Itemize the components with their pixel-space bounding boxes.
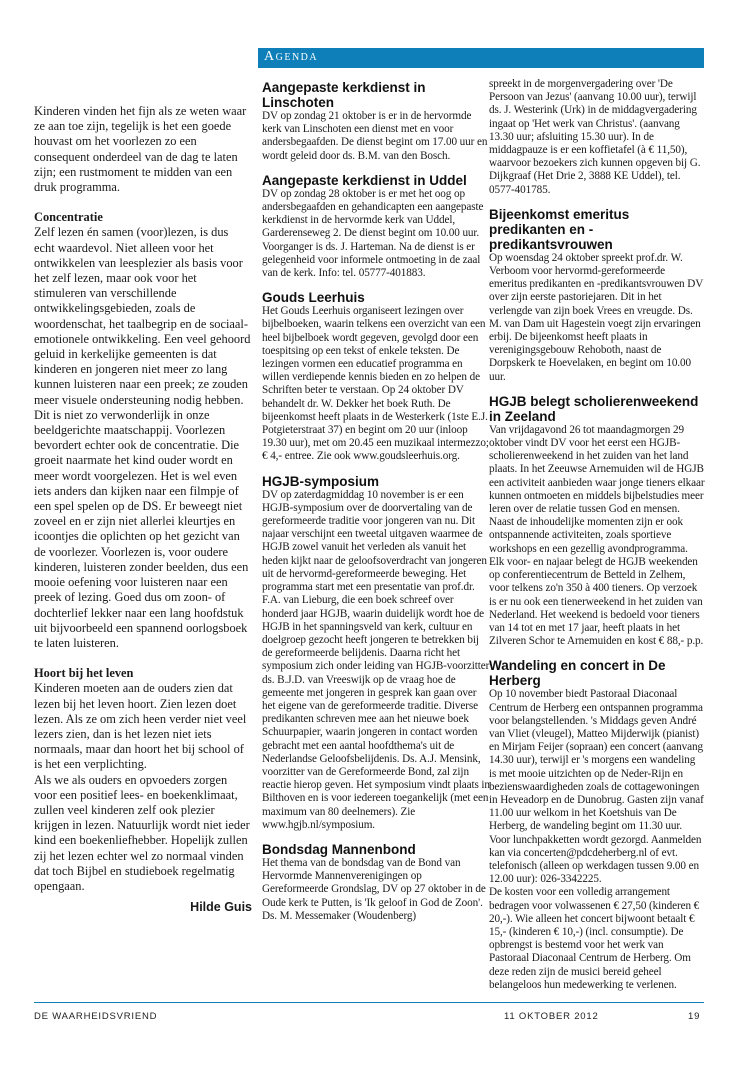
article-paragraph-leven-2: Als we als ouders en opvoeders zorgen voor een positief lees- en boekenklimaat, zullen veel kinderen zelf ook plezier krijgen in lezen. Natuurlijk wordt niet ieder kind een boekenliefhebber. Hopelijk zullen zij het lezen echter wel zo normaal vinden dat toch Bijbel en studieboek regelmatig opengaan. <box>34 772 250 893</box>
agenda-title: Agenda <box>264 49 319 64</box>
article-paragraph-concentratie: Zelf lezen én samen (voor)lezen, is dus echt waardevol. Niet alleen voor het ontwikkelen van leesplezier als basis voor het zelf lezen, maar ook voor het stimuleren van verschillende ontwikkelingsgebieden, zoals de woordenschat, het taalbegrip en de sociaal-emotionele ontwikkeling. Een veel gehoord geluid in kerkelijke gemeenten is dat kinderen en jongeren niet meer zo lang kunnen luisteren naar een preek; ze zouden meer visuele ondersteuning nodig hebben. Dit is niet zo verwonderlijk in onze beeldgerichte maatschappij. Voorlezen bevordert echter ook de concentratie. Die groeit naarmate het kind ouder wordt en meer wordt voorgelezen. Het is wel even iets anders dan kijken naar een filmpje of een spel spelen op de DS. Er beweegt niet zoveel en er zijn niet allerlei kleurtjes en icoontjes die oplichten op het gezicht van de voorlezer. Voorlezen is, voor oudere kinderen, luisteren zonder beelden, dus een mooie oefening voor luisteren naar een preek of lezing. Goed dus om zoon- of dochterlief lekker naar een lang hoofdstuk uit bijvoorbeeld een spannend oorlogsboek te laten luisteren. <box>34 225 251 650</box>
page-number: 19 <box>688 1011 701 1022</box>
footer-publication: DE WAARHEIDSVRIEND <box>34 1011 158 1022</box>
agenda-item <box>262 842 490 923</box>
subheading-leven: Hoort bij het leven <box>34 666 134 681</box>
agenda-item-title: HGJB belegt scholierenweekend in Zeeland <box>489 393 699 424</box>
agenda-item <box>489 658 705 992</box>
agenda-item-text: Het Gouds Leerhuis organiseert lezingen over bijbelboeken, waarin telkens een overzicht van een heel bijbelboek wordt gegeven, gevolgd door een toespitsing op een tekst of enkele teksten. De lezingen vormen een educatief programma en willen verdiepende kennis bieden en zo helpen de Schriften beter te verstaan. Op 24 oktober DV behandelt dr. W. Dekker het boek Ruth. De bijeenkomst heeft plaats in de Westerkerk (1ste E.J. Potgieterstraat 37) en begint om 20 uur (inloop 19.30 uur), met om 20.45 een muzikaal intermezzo; € 4,- entree. Zie ook www.goudsleerhuis.org. <box>262 305 489 463</box>
agenda-item <box>262 474 490 832</box>
subheading-concentratie: Concentratie <box>34 210 103 225</box>
article-paragraph-leven: Kinderen moeten aan de ouders zien dat lezen bij het leven hoort. Zien lezen doet lezen. Als ze om zich heen verder niet veel lezers zien, dan is het lezen niet iets normaals, maar dan hoort het bij school of is het een verplichting. <box>34 681 247 772</box>
agenda-item-title: Aangepaste kerkdienst in Uddel <box>262 172 467 188</box>
agenda-item <box>489 207 705 384</box>
agenda-item-title: Aangepaste kerkdienst in Linschoten <box>262 80 426 110</box>
agenda-item-text-2: De kosten voor een volledig arrangement bedragen voor volwassenen € 27,50 (kinderen € 20,-). Wie alleen het concert bijwoont betaalt € 15,- (kinderen € 10,-) (incl. consumptie). De opbrengst is bestemd voor het werk van Pastoraal Diaconaal Centrum de Herberg. Om deze reden zijn de musici bereid geheel belangeloos hun medewerking te verlenen. <box>489 886 700 991</box>
footer-date: 11 OKTOBER 2012 <box>504 1011 599 1022</box>
agenda-item-text: Het thema van de bondsdag van de Bond van Hervormde Mannenverenigingen op Gereformeerde Grondslag, DV op 27 oktober in de Oude kerk te Putten, is 'Ik geloof in God de Zoon'. Ds. M. Messemaker (Woudenberg) <box>262 856 486 922</box>
agenda-item-text: DV op zondag 21 oktober is er in de hervormde kerk van Linschoten een dienst met en voor andersbegaafden. De dienst begint om 17.00 uur en wordt geleid door ds. B.M. van den Bosch. <box>262 110 488 162</box>
agenda-item <box>262 173 490 280</box>
agenda-item-title: HGJB-symposium <box>262 473 380 489</box>
agenda-item-text: Op woensdag 24 oktober spreekt prof.dr. W. Verboom voor hervormd-gereformeerde emeritus predikanten en -predikantsvrouwen DV over zijn eerste pastoriejaren. Dit in het verlengde van zijn boek Vrees en vreugde. Ds. M. van Dam uit Hagestein voegt zijn ervaringen erbij. De bijeenkomst heeft plaats in verenigingsgebouw Rehoboth, naast de Dorpskerk te Hoevelaken, en begint om 10.00 uur. <box>489 251 704 383</box>
agenda-item-title: Bondsdag Mannenbond <box>262 841 416 857</box>
agenda-item <box>489 394 705 648</box>
footer-divider <box>34 1002 704 1003</box>
article-paragraph-intro: Kinderen vinden het fijn als ze weten waar ze aan toe zijn, tegelijk is het een goede houvast om het voorlezen zo een consequent onderdeel van de dag te laten zijn; een rustmoment te midden van een druk programma. <box>34 104 247 195</box>
agenda-item-title: Bijeenkomst emeritus predikanten en -predikantsvrouwen <box>489 206 630 252</box>
agenda-item-text-2: Elk voor- en najaar belegt de HGJB weekenden op conferentiecentrum de Betteld in Zelhem, voor telkens zo'n 350 à 400 tieners. Op verzoek is er nu ook een tienerweekend in het zuiden van Nederland. Het weekend is bedoeld voor tieners van 14 tot en met 17 jaar, heeft plaats in het Zilveren Schor te Arnemuiden en kost € 88,- p.p. <box>489 555 704 648</box>
agenda-header-bar <box>258 48 704 68</box>
agenda-item-text: Op 10 november biedt Pastoraal Diaconaal Centrum de Herberg een ontspannen programma voor belangstellenden. 's Middags geven André van Vliet (vleugel), Matteo Mijderwijk (pianist) en Mirjam Feijer (sopraan) een concert (aanvang 14.30 uur), terwijl er 's morgens een wandeling is met mooie uitzichten op de Neder-Rijn en bezienswaardigheden zoals de cottagewoningen in Heveadorp en de Dunobrug. Gasten zijn vanaf 11.00 uur welkom in het Koetshuis van De Herberg, de wandeling begint om 11.30 uur. Voor lunchpakketten wordt gezorgd. Aanmelden kan via concerten@pdcdeherberg.nl of evt. telefonisch (alleen op werkdagen tussen 9.00 en 12.00 uur): 026-3342225. <box>489 688 704 886</box>
agenda-item <box>262 80 490 163</box>
article-column <box>34 104 252 915</box>
agenda-item-title: Gouds Leerhuis <box>262 290 365 306</box>
agenda-column-middle <box>262 78 490 923</box>
agenda-column-right <box>489 78 705 992</box>
agenda-item-text: DV op zaterdagmiddag 10 november is er een HGJB-symposium over de doorvertaling van de gereformeerde traditie voor jongeren van nu. Dit najaar verschijnt een tweetal uitgaven waarmee de HGJB zowel vanuit het verleden als vanuit het heden kijkt naar de geloofsoverdracht van jongeren uit de hervormd-gereformeerde beweging. Het programma start met een presentatie van prof.dr. F.A. van Lieburg, die een boek schreef over honderd jaar HGJB, waarin duidelijk wordt hoe de HGJB in het spanningsveld van kerk, cultuur en doelgroep gezocht heeft jongeren te betrekken bij de gereformeerde belijdenis. Daarna richt het symposium zich onder leiding van HGJB-voorzitter ds. B.J.D. van Vreeswijk op de vraag hoe de gemeente met jongeren in gesprek kan gaan over het eigene van de gereformeerde traditie. Diverse predikanten schreven mee aan het nieuwe boek Schuurpapier, waarin jongeren in contact worden gebracht met een aantal hoofdthema's uit de Nederlandse Geloofsbelijdenis. Ds. A.J. Mensink, voorzitter van de Gereformeerde Bond, zal zijn reactie hierop geven. Het symposium vindt plaats in Bilthoven en is voor iedereen toegankelijk (met een maximum van 80 deelnemers). Zie www.hgjb.nl/symposium. <box>262 488 490 831</box>
agenda-item-text: Van vrijdagavond 26 tot maandagmorgen 29 oktober vindt DV voor het eerst een HGJB-scholierenweekend in het zuiden van het land plaats. In het Zeeuwse Arnemuiden wil de HGJB een activiteit aanbieden waar jonge tieners elkaar kunnen ontmoeten en middels bijbelstudies meer leren over de relatie tussen God en mensen. Naast de inhoudelijke momenten zijn er ook ontspannende activiteiten, zoals sportieve workshops en een gezellig avondprogramma. <box>489 423 705 555</box>
article-author: Hilde Guis <box>190 900 252 915</box>
agenda-item-continuation: spreekt in de morgenvergadering over 'De Persoon van Jezus' (aanvang 10.00 uur), terwijl ds. J. Westerink (Urk) in de middagvergadering ingaat op 'Het werk van Christus'. (aanvang 13.30 uur; afsluiting 15.30 uur). In de middagpauze is er een koffietafel (à € 11,50), waarvoor bezoekers zich kunnen opgeven bij G. Dijkgraaf (Het Drie 2, 3888 KE Uddel), tel. 0577-401785. <box>489 78 701 196</box>
agenda-item-text: DV op zondag 28 oktober is er met het oog op andersbegaafden en gehandicapten een aangepaste kerkdienst in de hervormde kerk van Uddel, Garderenseweg 2. De dienst begint om 10.00 uur. Voorganger is ds. J. Harteman. Na de dienst is er gelegenheid voor informele ontmoeting in de zaal van de kerk. Info: tel. 05777-401883. <box>262 187 484 280</box>
agenda-item <box>262 290 490 463</box>
agenda-item-title: Wandeling en concert in De Herberg <box>489 658 666 689</box>
